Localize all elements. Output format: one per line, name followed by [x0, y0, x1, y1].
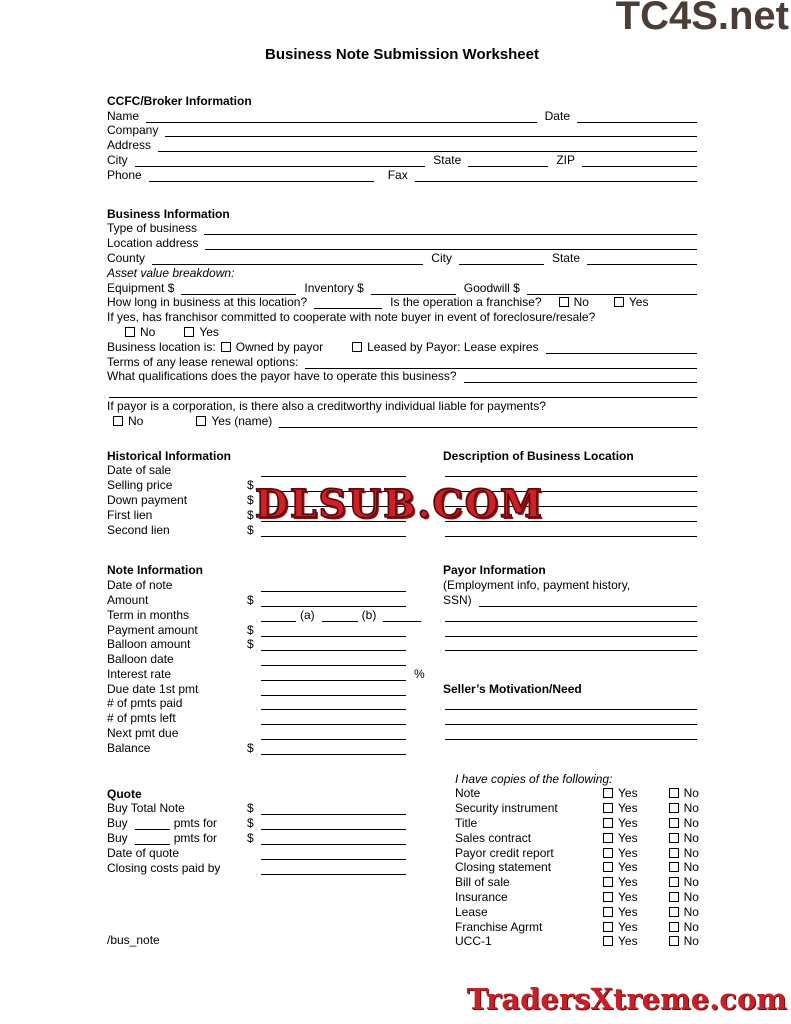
- copies-heading: I have copies of the following:: [455, 771, 613, 786]
- phone-blank: [149, 180, 374, 182]
- balloon-date-blank: [261, 664, 406, 666]
- state-blank: [468, 165, 548, 167]
- franchisor-question-row: [107, 309, 697, 324]
- yes-label: Yes: [618, 786, 638, 801]
- payor-note-row: [443, 577, 697, 592]
- buy-pmts-label-group: [107, 831, 247, 845]
- term-label: Term in months: [107, 607, 190, 622]
- copy-item-label: Sales contract: [455, 830, 532, 845]
- yes-checkbox: [603, 788, 613, 798]
- interest-rate-row: [107, 666, 429, 681]
- balloon-date-row: [107, 651, 429, 666]
- dollar-sign: $: [247, 522, 254, 537]
- business-heading: Business Information: [107, 206, 230, 221]
- copy-item-label: Security instrument: [455, 801, 558, 816]
- corporation-question-row: [107, 398, 697, 413]
- seller-line-blank: [445, 723, 697, 725]
- address-blank: [158, 150, 697, 152]
- lease-expires-blank: [546, 352, 697, 354]
- date-of-note-blank: [261, 590, 406, 592]
- term-row: [107, 607, 429, 622]
- qualifications-continuation-row: [107, 383, 697, 398]
- zip-blank: [582, 165, 697, 167]
- term-blank-1: [261, 620, 296, 622]
- no-label: No: [683, 845, 699, 860]
- payment-amount-row: [107, 622, 429, 637]
- foreclosure-yes-label: Yes: [199, 324, 219, 339]
- balance-row: [107, 740, 429, 755]
- dollar-sign: $: [247, 740, 254, 755]
- buy-total-row: [107, 801, 429, 816]
- balance-label: Balance: [107, 740, 151, 755]
- payor-column: [443, 563, 697, 755]
- dollar-sign: $: [247, 801, 254, 816]
- broker-company-row: [107, 123, 697, 138]
- yes-label: Yes: [618, 845, 638, 860]
- buy-pmts-row: [107, 830, 429, 845]
- page-title: Business Note Submission Worksheet: [265, 46, 539, 63]
- payor-line-blank: [445, 649, 697, 651]
- copy-row-ucc1: [455, 934, 697, 949]
- description-line-blank: [445, 535, 697, 537]
- broker-section: [107, 93, 697, 182]
- corp-yes-checkbox: [196, 416, 206, 426]
- closing-costs-blank: [261, 873, 406, 875]
- company-label: Company: [107, 123, 159, 138]
- ssn-label: SSN): [443, 592, 472, 607]
- asset-breakdown-row: [107, 265, 697, 280]
- buy-total-label: Buy Total Note: [107, 801, 185, 816]
- copy-item-label: UCC-1: [455, 934, 492, 949]
- yes-checkbox: [603, 907, 613, 917]
- yes-checkbox: [603, 862, 613, 872]
- copy-row-closing-statement: [455, 860, 697, 875]
- fax-label: Fax: [387, 167, 408, 182]
- quote-section: [107, 771, 697, 949]
- foreclosure-no-label: No: [140, 324, 156, 339]
- copy-item-label: Franchise Agrmt: [455, 919, 543, 934]
- note-info-heading: Note Information: [107, 563, 203, 578]
- lease-terms-blank: [305, 367, 697, 369]
- yes-checkbox: [603, 833, 613, 843]
- no-label: No: [683, 890, 699, 905]
- corp-yes-name-label: Yes (name): [211, 413, 273, 428]
- franchise-question-label: Is the operation a franchise?: [390, 295, 542, 310]
- due-date-blank: [261, 694, 406, 696]
- broker-city-row: [107, 152, 697, 167]
- tc4s-watermark: TC4S.net: [615, 0, 789, 38]
- next-pmt-due-blank: [261, 738, 406, 740]
- date-blank: [577, 121, 697, 123]
- corp-no-label: No: [128, 413, 144, 428]
- date-of-quote-label: Date of quote: [107, 845, 180, 860]
- copy-item-label: Insurance: [455, 890, 508, 905]
- no-label: No: [683, 786, 699, 801]
- dollar-sign: $: [247, 637, 254, 652]
- seller-line-row: [443, 725, 697, 740]
- asset-breakdown-label: Asset value breakdown:: [107, 265, 235, 280]
- balloon-amount-label: Balloon amount: [107, 637, 191, 652]
- date-of-quote-row: [107, 845, 429, 860]
- no-checkbox: [669, 803, 679, 813]
- copy-row-lease: [455, 904, 697, 919]
- foreclosure-yes-checkbox: [184, 327, 194, 337]
- date-of-quote-blank: [261, 858, 406, 860]
- company-blank: [165, 135, 697, 137]
- balance-blank: [261, 753, 406, 755]
- balloon-amount-blank: [261, 649, 406, 651]
- copy-item-label: Note: [455, 786, 481, 801]
- buy-label: Buy: [107, 831, 128, 846]
- name-blank: [146, 121, 537, 123]
- dollar-sign: $: [247, 592, 254, 607]
- pmts-left-blank: [261, 723, 406, 725]
- broker-phone-row: [107, 167, 697, 182]
- franchisor-question-label: If yes, has franchisor committed to cooperate with note buyer in event of foreclosure/resale?: [107, 310, 596, 325]
- no-checkbox: [669, 818, 679, 828]
- form-content: [107, 0, 697, 948]
- corporation-question-label: If payor is a corporation, is there also a creditworthy individual liable for payments?: [107, 398, 546, 413]
- payor-line-row: [443, 637, 697, 652]
- pmts-left-label: # of pmts left: [107, 711, 176, 726]
- yes-label: Yes: [618, 890, 638, 905]
- no-checkbox: [669, 936, 679, 946]
- yes-checkbox: [603, 803, 613, 813]
- phone-label: Phone: [107, 167, 142, 182]
- yes-label: Yes: [618, 801, 638, 816]
- amount-label: Amount: [107, 592, 149, 607]
- copy-item-label: Bill of sale: [455, 875, 510, 890]
- leased-label: Leased by Payor: Lease expires: [367, 339, 539, 354]
- location-address-label: Location address: [107, 236, 199, 251]
- yes-label: Yes: [618, 904, 638, 919]
- note-section: [107, 563, 697, 755]
- buy-total-note-blank: [261, 813, 406, 815]
- copy-item-label: Lease: [455, 904, 488, 919]
- interest-rate-label: Interest rate: [107, 666, 172, 681]
- quote-heading-row: [107, 786, 429, 801]
- dollar-sign: $: [247, 507, 254, 522]
- broker-heading-row: [107, 93, 697, 108]
- no-label: No: [683, 860, 699, 875]
- business-state-blank: [587, 263, 697, 265]
- buy-pmts-count-blank-2: [135, 843, 170, 845]
- yes-checkbox: [603, 922, 613, 932]
- asset-values-row: [107, 280, 697, 295]
- goodwill-blank: [527, 293, 697, 295]
- business-heading-row: [107, 206, 697, 221]
- pmts-paid-blank: [261, 708, 406, 710]
- franchise-yes-label: Yes: [628, 295, 649, 310]
- copies-heading-row: [455, 771, 697, 786]
- quote-heading: Quote: [107, 786, 142, 801]
- next-pmt-due-row: [107, 725, 429, 740]
- business-state-label: State: [551, 250, 580, 265]
- yes-label: Yes: [618, 860, 638, 875]
- no-checkbox: [669, 922, 679, 932]
- business-city-blank: [459, 263, 544, 265]
- broker-name-row: [107, 108, 697, 123]
- date-of-sale-blank: [261, 475, 406, 477]
- no-label: No: [683, 919, 699, 934]
- second-lien-blank: [261, 535, 406, 537]
- business-city-label: City: [431, 250, 452, 265]
- copy-row-security-instrument: [455, 800, 697, 815]
- payor-note-label: (Employment info, payment history,: [443, 578, 631, 593]
- yes-checkbox: [603, 877, 613, 887]
- buy-pmts-amount-blank-1: [261, 828, 406, 830]
- no-label: No: [683, 816, 699, 831]
- payor-heading: Payor Information: [443, 563, 546, 578]
- no-label: No: [683, 934, 699, 949]
- owned-checkbox: [221, 342, 231, 352]
- yes-label: Yes: [618, 830, 638, 845]
- amount-blank: [261, 605, 406, 607]
- spacer: [443, 651, 697, 666]
- date-of-sale-label: Date of sale: [107, 463, 172, 478]
- yes-checkbox: [603, 892, 613, 902]
- how-long-label: How long in business at this location?: [107, 295, 308, 310]
- no-checkbox: [669, 907, 679, 917]
- copy-row-insurance: [455, 889, 697, 904]
- payment-amount-blank: [261, 635, 406, 637]
- no-checkbox: [669, 833, 679, 843]
- type-of-business-blank: [204, 233, 697, 235]
- no-label: No: [683, 875, 699, 890]
- copy-row-note: [455, 786, 697, 801]
- date-label: Date: [544, 108, 570, 123]
- seller-line-blank: [445, 738, 697, 740]
- copies-column: [443, 771, 697, 949]
- goodwill-label: Goodwill $: [463, 280, 520, 295]
- type-of-business-label: Type of business: [107, 221, 198, 236]
- business-section: [107, 206, 697, 428]
- percent-sign: %: [414, 666, 425, 681]
- historical-heading: Historical Information: [107, 448, 232, 463]
- payor-line-blank: [445, 620, 697, 622]
- franchisor-answer-row: [107, 324, 697, 339]
- interest-rate-blank: [261, 679, 406, 681]
- selling-price-label: Selling price: [107, 478, 173, 493]
- first-lien-label: First lien: [107, 507, 153, 522]
- foreclosure-no-checkbox: [125, 327, 135, 337]
- payment-amount-label: Payment amount: [107, 622, 198, 637]
- address-label: Address: [107, 138, 152, 153]
- due-date-row: [107, 681, 429, 696]
- seller-line-row: [443, 710, 697, 725]
- yes-label: Yes: [618, 934, 638, 949]
- closing-costs-row: [107, 860, 429, 875]
- copy-row-title: [455, 815, 697, 830]
- city-label: City: [107, 152, 128, 167]
- seller-motivation-heading: Seller’s Motivation/Need: [443, 681, 582, 696]
- spacer: [443, 666, 697, 681]
- pmts-left-row: [107, 710, 429, 725]
- date-of-note-label: Date of note: [107, 578, 173, 593]
- inventory-label: Inventory $: [304, 280, 364, 295]
- equipment-blank: [181, 293, 296, 295]
- no-label: No: [683, 830, 699, 845]
- date-of-sale-row: [107, 463, 429, 478]
- pmts-paid-label: # of pmts paid: [107, 696, 183, 711]
- equipment-label: Equipment $: [107, 280, 175, 295]
- dollar-sign: $: [247, 831, 254, 846]
- dollar-sign: $: [247, 492, 254, 507]
- lease-terms-label: Terms of any lease renewal options:: [107, 354, 299, 369]
- copy-item-label: Closing statement: [455, 860, 552, 875]
- form-code: /bus_note: [107, 933, 160, 947]
- term-b-label: (b): [361, 607, 377, 622]
- balloon-amount-row: [107, 637, 429, 652]
- buy-pmts-row: [107, 815, 429, 830]
- no-label: No: [683, 801, 699, 816]
- franchise-yes-checkbox: [614, 297, 624, 307]
- description-line-row: [443, 463, 697, 478]
- balloon-date-label: Balloon date: [107, 652, 174, 667]
- yes-label: Yes: [618, 816, 638, 831]
- tradersxtreme-watermark: TradersXtreme.com: [466, 982, 787, 1016]
- seller-heading-row: [443, 681, 697, 696]
- payor-line-blank: [445, 635, 697, 637]
- county-blank: [152, 263, 423, 265]
- due-date-label: Due date 1st pmt: [107, 681, 199, 696]
- no-label: No: [683, 904, 699, 919]
- buy-pmts-count-blank-1: [135, 828, 170, 830]
- buy-pmts-amount-blank-2: [261, 843, 406, 845]
- description-line-blank: [445, 475, 697, 477]
- ssn-row: [443, 592, 697, 607]
- lease-terms-row: [107, 354, 697, 369]
- payor-line-row: [443, 607, 697, 622]
- pmts-for-label: pmts for: [173, 831, 218, 846]
- buy-pmts-label-group: [107, 816, 247, 830]
- no-checkbox: [669, 877, 679, 887]
- dollar-sign: $: [247, 816, 254, 831]
- next-pmt-due-label: Next pmt due: [107, 726, 179, 741]
- type-of-business-row: [107, 221, 697, 236]
- description-heading-row: [443, 448, 697, 463]
- copy-row-sales-contract: [455, 830, 697, 845]
- leased-checkbox: [352, 342, 362, 352]
- fax-blank: [415, 180, 697, 182]
- how-long-row: [107, 295, 697, 310]
- second-lien-label: Second lien: [107, 522, 170, 537]
- location-is-label: Business location is:: [107, 339, 216, 354]
- location-address-blank: [205, 248, 697, 250]
- yes-label: Yes: [618, 875, 638, 890]
- owned-label: Owned by payor: [235, 339, 324, 354]
- quote-column: [107, 771, 429, 949]
- location-address-row: [107, 235, 697, 250]
- note-heading-row: [107, 563, 429, 578]
- yes-label: Yes: [618, 919, 638, 934]
- description-heading: Description of Business Location: [443, 448, 634, 463]
- franchise-no-checkbox: [559, 297, 569, 307]
- county-row: [107, 250, 697, 265]
- pmts-for-label: pmts for: [173, 816, 218, 831]
- dollar-sign: $: [247, 622, 254, 637]
- payor-line-row: [443, 622, 697, 637]
- dollar-sign: $: [247, 478, 254, 493]
- broker-heading: CCFC/Broker Information: [107, 93, 252, 108]
- county-label: County: [107, 250, 146, 265]
- name-label: Name: [107, 108, 140, 123]
- inventory-blank: [371, 293, 456, 295]
- note-info-column: [107, 563, 429, 755]
- historical-heading-row: [107, 448, 429, 463]
- corp-no-checkbox: [113, 416, 123, 426]
- dlsub-watermark: DLSUB.COM: [255, 481, 545, 526]
- seller-line-row: [443, 696, 697, 711]
- ssn-blank: [479, 605, 697, 607]
- buy-label: Buy: [107, 816, 128, 831]
- how-long-blank: [314, 307, 382, 309]
- state-label: State: [433, 152, 462, 167]
- yes-checkbox: [603, 818, 613, 828]
- copy-row-bill-of-sale: [455, 874, 697, 889]
- amount-row: [107, 592, 429, 607]
- business-location-row: [107, 339, 697, 354]
- qualifications-continuation-blank: [109, 396, 697, 398]
- zip-label: ZIP: [556, 152, 575, 167]
- copy-row-franchise-agrmt: [455, 919, 697, 934]
- term-blank-3: [383, 620, 421, 622]
- qualifications-label: What qualifications does the payor have to operate this business?: [107, 369, 457, 384]
- down-payment-label: Down payment: [107, 492, 188, 507]
- term-blank-2: [322, 620, 358, 622]
- no-checkbox: [669, 862, 679, 872]
- copy-item-label: Payor credit report: [455, 845, 554, 860]
- term-a-label: (a): [300, 607, 315, 622]
- payor-heading-row: [443, 563, 697, 578]
- franchise-no-label: No: [573, 295, 589, 310]
- pmts-paid-row: [107, 696, 429, 711]
- no-checkbox: [669, 848, 679, 858]
- qualifications-blank: [464, 381, 697, 383]
- closing-costs-label: Closing costs paid by: [107, 860, 221, 875]
- seller-line-blank: [445, 708, 697, 710]
- yes-checkbox: [603, 936, 613, 946]
- broker-address-row: [107, 137, 697, 152]
- yes-checkbox: [603, 848, 613, 858]
- corp-name-blank: [279, 426, 697, 428]
- city-blank: [135, 165, 426, 167]
- corporation-answer-row: [107, 413, 697, 428]
- date-of-note-row: [107, 577, 429, 592]
- no-checkbox: [669, 892, 679, 902]
- qualifications-row: [107, 369, 697, 384]
- no-checkbox: [669, 788, 679, 798]
- copy-row-payor-credit-report: [455, 845, 697, 860]
- copy-item-label: Title: [455, 816, 478, 831]
